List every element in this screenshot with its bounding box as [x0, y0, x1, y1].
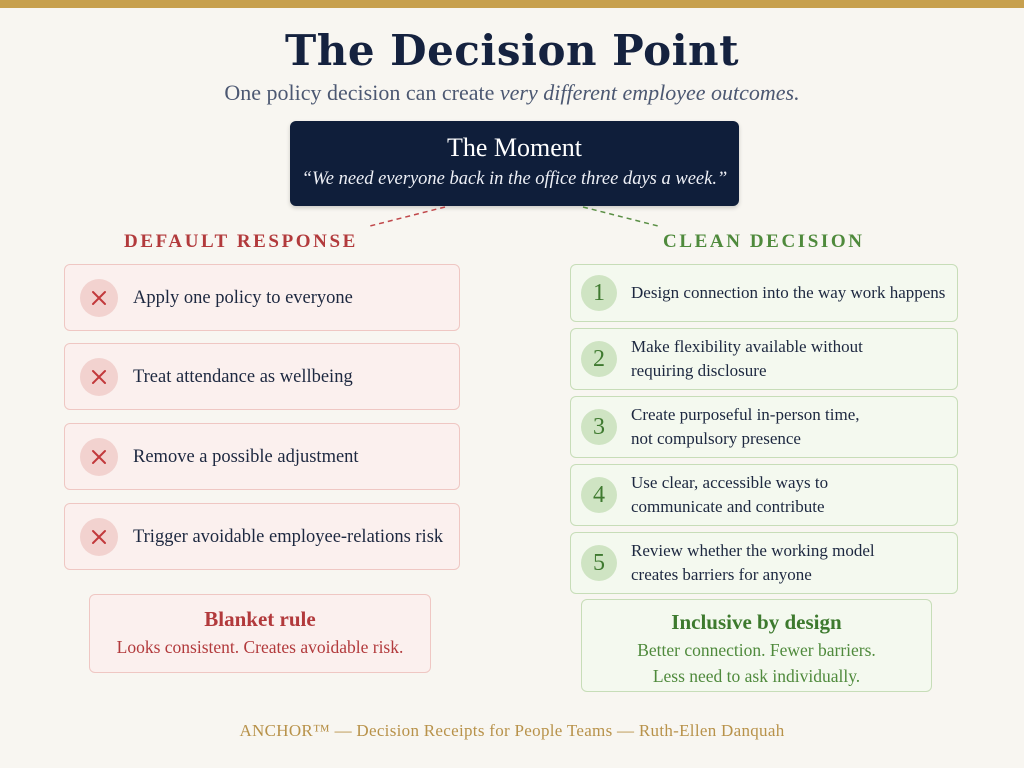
clean-item-line1: Create purposeful in-person time,: [631, 405, 860, 424]
default-item: [64, 503, 460, 570]
footer-credit: ANCHOR™ — Decision Receipts for People Teams — Ruth-Ellen Danquah: [239, 721, 785, 740]
clean-item-label: [631, 335, 863, 383]
clean-item-label: [631, 471, 828, 519]
clean-item-label: [631, 539, 875, 587]
default-item: [64, 343, 460, 410]
default-item-label: Treat attendance as wellbeing: [133, 366, 353, 387]
subtitle-emphasis: very different employee outcomes.: [499, 80, 800, 105]
clean-item-label: [631, 403, 860, 451]
default-response-heading: DEFAULT RESPONSE: [124, 231, 358, 252]
clean-item-line1: Design connection into the way work happens: [631, 283, 946, 302]
step-number-badge: 2: [581, 341, 617, 377]
clean-item: [570, 532, 958, 594]
clean-item: [570, 396, 958, 458]
subtitle-plain: One policy decision can create: [224, 80, 500, 105]
clean-item-line2: creates barriers for anyone: [631, 565, 812, 584]
clean-summary-body: [582, 637, 931, 689]
default-item-label: Apply one policy to everyone: [133, 287, 353, 308]
connector-default: [370, 207, 445, 226]
step-number-badge: 3: [581, 409, 617, 445]
clean-item-line2: communicate and contribute: [631, 497, 825, 516]
clean-item: [570, 264, 958, 322]
clean-item: [570, 464, 958, 526]
x-icon: [80, 358, 118, 396]
moment-quote: “We need everyone back in the office three days a week.”: [301, 169, 728, 189]
step-number-badge: 4: [581, 477, 617, 513]
x-icon: [80, 518, 118, 556]
default-summary-body: Looks consistent. Creates avoidable risk.: [116, 637, 404, 657]
clean-item-line1: Use clear, accessible ways to: [631, 473, 829, 492]
default-item: [64, 423, 460, 490]
step-number-badge: 5: [581, 545, 617, 581]
clean-summary-title: Inclusive by design: [671, 610, 842, 634]
clean-item-label: [631, 281, 945, 305]
step-number-badge: 1: [581, 275, 617, 311]
clean-summary-box: [581, 599, 932, 692]
clean-item-line1: Review whether the working model: [631, 541, 875, 560]
default-item-label: Trigger avoidable employee-relations risk: [133, 526, 444, 547]
clean-item-line2: requiring disclosure: [631, 361, 767, 380]
default-summary-box: [89, 594, 431, 673]
clean-item-line2: not compulsory presence: [631, 429, 801, 448]
page-title: The Decision Point: [285, 26, 739, 75]
default-item: [64, 264, 460, 331]
default-summary-title: Blanket rule: [204, 607, 316, 631]
moment-title: The Moment: [446, 133, 583, 162]
x-icon: [80, 438, 118, 476]
clean-decision-heading: CLEAN DECISION: [663, 231, 865, 252]
connector-clean: [583, 207, 658, 226]
default-item-label: Remove a possible adjustment: [133, 446, 359, 467]
clean-item-line1: Make flexibility available without: [631, 337, 863, 356]
clean-summary-line1: Better connection. Fewer barriers.: [637, 640, 876, 660]
clean-item: [570, 328, 958, 390]
x-icon: [80, 279, 118, 317]
clean-summary-line2: Less need to ask individually.: [652, 666, 861, 686]
